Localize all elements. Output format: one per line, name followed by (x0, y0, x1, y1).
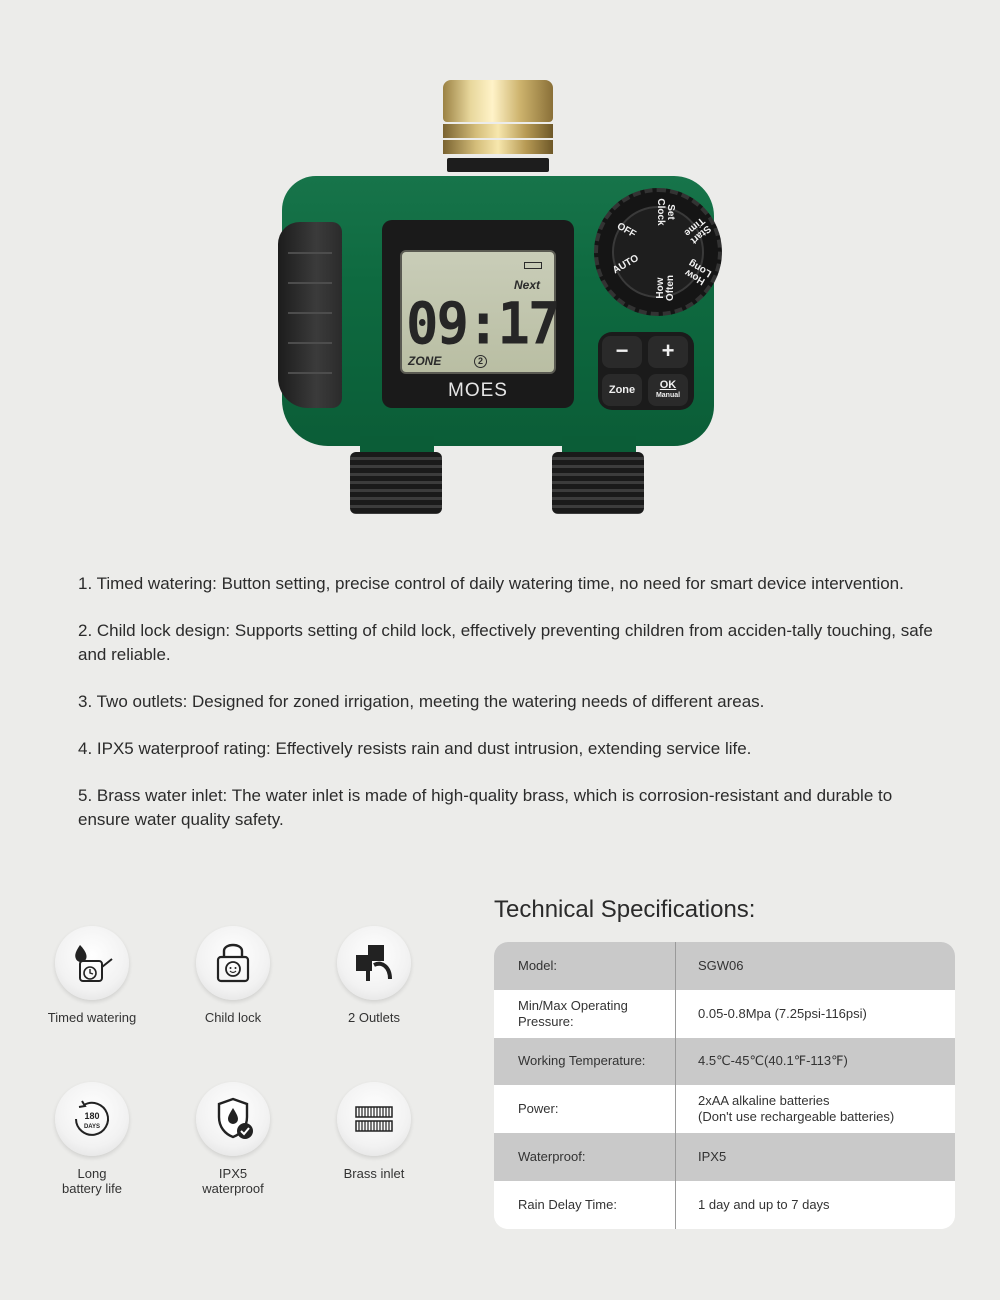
watering-can-timer-icon (66, 937, 118, 989)
icon-label: Long battery life (62, 1166, 122, 1196)
feature-item-ipx5: 4. IPX5 waterproof rating: Effectively resists rain and dust intrusion, extending service life. (78, 739, 752, 758)
brass-inlet-thread-icon (348, 1093, 400, 1145)
icon-label: IPX5 waterproof (202, 1166, 264, 1196)
plus-button[interactable]: + (648, 336, 688, 368)
lcd-panel (382, 220, 574, 408)
spec-value: 0.05-0.8Mpa (7.25psi-116psi) (698, 1005, 867, 1021)
feature-icon-ipx5 (163, 1082, 303, 1196)
icon-label: Child lock (204, 1010, 262, 1025)
waterproof-shield-icon (207, 1093, 259, 1145)
icon-label: Timed watering (47, 1010, 137, 1025)
minus-button[interactable]: − (602, 336, 642, 368)
spec-table (494, 942, 955, 1229)
lcd-zone-label: ZONE (408, 354, 442, 368)
spec-key: Rain Delay Time: (494, 1181, 676, 1229)
two-outlets-icon (348, 937, 400, 989)
spec-row (494, 1133, 955, 1181)
spec-value: 4.5℃-45℃(40.1℉-113℉) (698, 1053, 848, 1069)
mode-dial[interactable] (594, 188, 722, 316)
lcd-screen (400, 250, 559, 374)
feature-item-two-outlets: 3. Two outlets: Designed for zoned irrigation, meeting the watering needs of different areas. (78, 692, 765, 711)
battery-icon (524, 262, 542, 269)
ok-manual-button[interactable] (648, 374, 688, 406)
feature-icon-child-lock (163, 926, 303, 1025)
spec-value: 1 day and up to 7 days (698, 1196, 830, 1212)
dial-label-off: OFF (614, 220, 638, 241)
ok-label: OK (659, 379, 677, 391)
feature-icon-two-outlets (304, 926, 444, 1025)
zone-button[interactable]: Zone (602, 374, 642, 406)
dial-label-auto: AUTO (610, 252, 641, 277)
feature-list (78, 572, 938, 855)
lcd-next-label: Next (513, 278, 540, 292)
feature-item-timed-watering: 1. Timed watering: Button setting, precise control of daily watering time, no need for smart device intervention. (78, 574, 904, 593)
feature-icon-brass-inlet (304, 1082, 444, 1181)
dial-label-start-time: Start Time (681, 214, 713, 246)
feature-icon-timed-watering (22, 926, 162, 1025)
dial-label-how-long: How Long (683, 257, 714, 287)
manual-label: Manual (655, 392, 681, 399)
icon-label: 2 Outlets (347, 1010, 401, 1025)
spec-key: Model: (494, 942, 676, 990)
brand-logo: MOES (448, 380, 508, 401)
spec-key: Min/Max Operating Pressure: (494, 990, 676, 1038)
dial-label-how-often: How Often (655, 274, 676, 302)
battery-badge-bottom: DAYS (83, 1124, 101, 1130)
spec-row (494, 942, 955, 990)
button-pad (598, 332, 694, 410)
spec-title: Technical Specifications: (494, 896, 756, 923)
spec-value: SGW06 (698, 957, 744, 973)
lcd-zone-number: 2 (474, 355, 487, 368)
spec-value: 2xAA alkaline batteries (Don't use rechargeable batteries) (698, 1093, 895, 1125)
spec-row (494, 1181, 955, 1229)
spec-row (494, 990, 955, 1038)
brass-inlet (443, 80, 553, 180)
lcd-time: 09:17 (406, 289, 559, 358)
outlet-2 (552, 452, 644, 514)
spec-value: IPX5 (698, 1149, 727, 1165)
feature-item-brass-inlet: 5. Brass water inlet: The water inlet is made of high-quality brass, which is corrosion-resistant and durable to ensure water quality safety. (78, 786, 893, 829)
battery-180-days-icon (66, 1093, 118, 1145)
water-timer-product-image (278, 80, 728, 520)
battery-badge-top: 180 (84, 1111, 100, 1121)
dial-label-set-clock: Set Clock (655, 198, 676, 226)
feature-item-child-lock: 2. Child lock design: Supports setting of child lock, effectively preventing children from acciden-tally touching, safe and reliable. (78, 621, 933, 664)
icon-label: Brass inlet (343, 1166, 405, 1181)
spec-key: Working Temperature: (494, 1038, 676, 1086)
spec-key: Power: (494, 1085, 676, 1133)
spec-key: Waterproof: (494, 1133, 676, 1181)
child-lock-icon (207, 937, 259, 989)
outlet-1 (350, 452, 442, 514)
spec-row (494, 1085, 955, 1133)
spec-row (494, 1038, 955, 1086)
feature-icon-long-battery (22, 1082, 162, 1196)
rubber-grip (278, 222, 342, 408)
